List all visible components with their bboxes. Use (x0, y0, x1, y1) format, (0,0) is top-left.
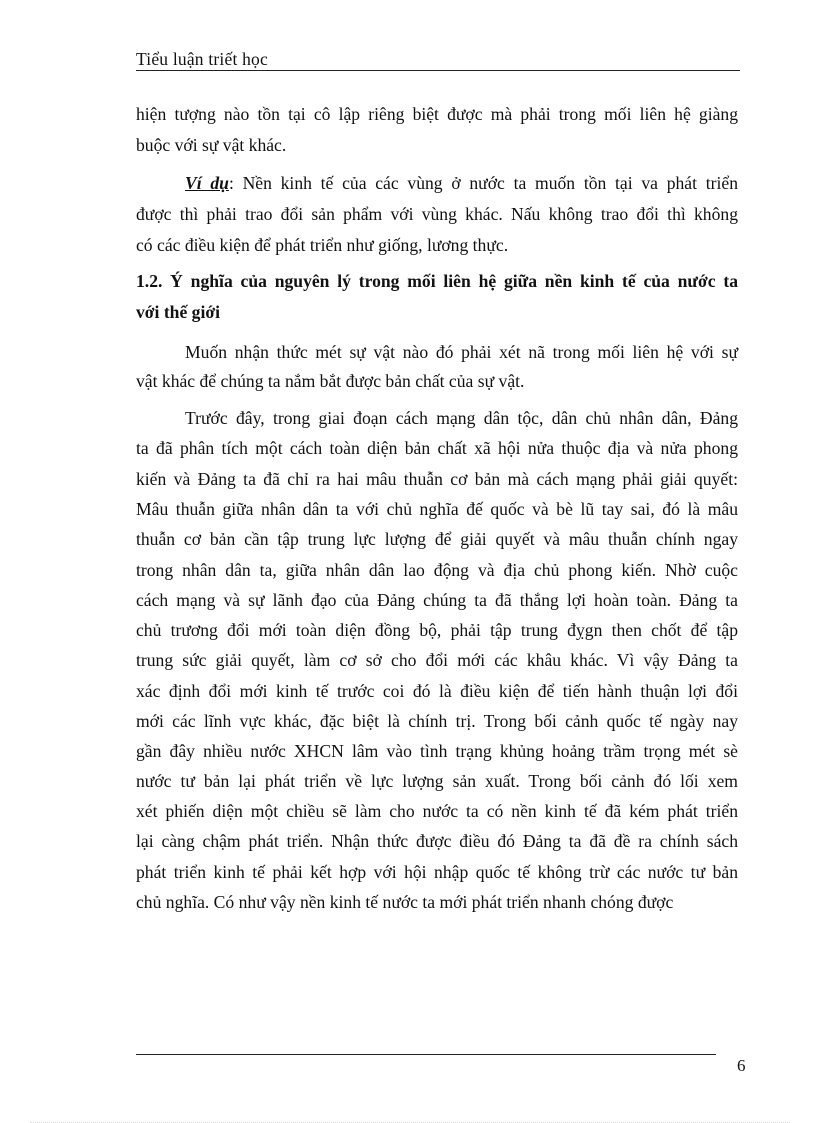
section-heading: với thế giới (136, 302, 220, 322)
body-line: buộc với sự vật khác. (136, 135, 287, 155)
example-text: : Nền kinh tế của các vùng ở nước ta muốn tồn tại va phát triển (228, 173, 738, 193)
body-line: trung sức giải quyết, làm cơ sở cho đổi mới các khâu khác. Vì vậy Đảng ta (136, 650, 738, 670)
body-line: nước tư bản lại phát triển về lực lượng sản xuất. Trong bối cảnh đó lối xem (136, 771, 738, 791)
body-line: chủ trương đổi mới toàn diện đồng bộ, phải tập trung đỵgn then chốt để tập (136, 620, 738, 640)
body-line: mới các lĩnh vực khác, đặc biệt là chính trị. Trong bối cảnh quốc tế ngày nay (136, 711, 738, 731)
body-line: chủ nghĩa. Có như vậy nền kinh tế nước ta mới phát triển nhanh chóng được (136, 892, 674, 912)
body-line: lại càng chậm phát triển. Nhận thức được điều đó Đảng ta đã đề ra chính sách (136, 831, 738, 851)
body-line: thuẫn cơ bản cần tập trung lực lượng để giải quyết và mâu thuẫn chính ngay (136, 529, 738, 549)
body-line: có các điều kiện để phát triển như giống, lương thực. (136, 235, 509, 255)
body-line: phát triển kinh tế phải kết hợp với hội nhập quốc tế không trừ các nước tư bản (136, 862, 738, 882)
body-line: Mâu thuẫn giữa nhân dân ta với chủ nghĩa đế quốc và bè lũ tay sai, đó là mâu (136, 499, 738, 519)
body-line: Muốn nhận thức mét sự vật nào đó phải xét nã trong mối liên hệ với sự (185, 342, 738, 362)
footer-divider (136, 1054, 716, 1055)
example-line (185, 172, 738, 194)
header-title: Tiểu luận triết học (136, 49, 268, 69)
header-divider (136, 70, 740, 71)
body-line: ta đã phân tích một cách toàn diện bản chất xã hội nửa thuộc địa và nửa phong (136, 438, 738, 458)
body-line: vật khác để chúng ta nắm bắt được bản chất của sự vật. (136, 371, 525, 391)
body-line: kiến và Đảng ta đã chỉ ra hai mâu thuẫn cơ bản mà cách mạng phải giải quyết: (136, 469, 738, 489)
body-line: được thì phải trao đổi sản phẩm với vùng khác. Nấu không trao đổi thì không (136, 204, 738, 224)
body-line: xét phiến diện một chiều sẽ làm cho nước ta có nền kinh tế đã kém phát triển (136, 801, 738, 821)
body-line: trong nhân dân ta, giữa nhân dân lao động và địa chủ phong kiến. Nhờ cuộc (136, 560, 738, 580)
body-line: hiện tượng nào tồn tại cô lập riêng biệt được mà phải trong mối liên hệ giàng (136, 104, 738, 124)
section-heading: 1.2. Ý nghĩa của nguyên lý trong mối liên hệ giữa nền kinh tế của nước ta (136, 271, 738, 291)
body-line: gần đây nhiều nước XHCN lâm vào tình trạng khủng hoảng trầm trọng mét sè (136, 741, 738, 761)
page-header (136, 48, 740, 70)
body-line: Trước đây, trong giai đoạn cách mạng dân tộc, dân chủ nhân dân, Đảng (185, 408, 738, 428)
body-line: xác định đổi mới kinh tế trước coi đó là điều kiện để tiến hành thuận lợi đổi (136, 681, 738, 701)
body-line: cách mạng và sự lãnh đạo của Đảng chúng ta đã thắng lợi hoàn toàn. Đảng ta (136, 590, 738, 610)
example-label: Ví dụ (185, 173, 229, 193)
page-number: 6 (737, 1056, 746, 1075)
